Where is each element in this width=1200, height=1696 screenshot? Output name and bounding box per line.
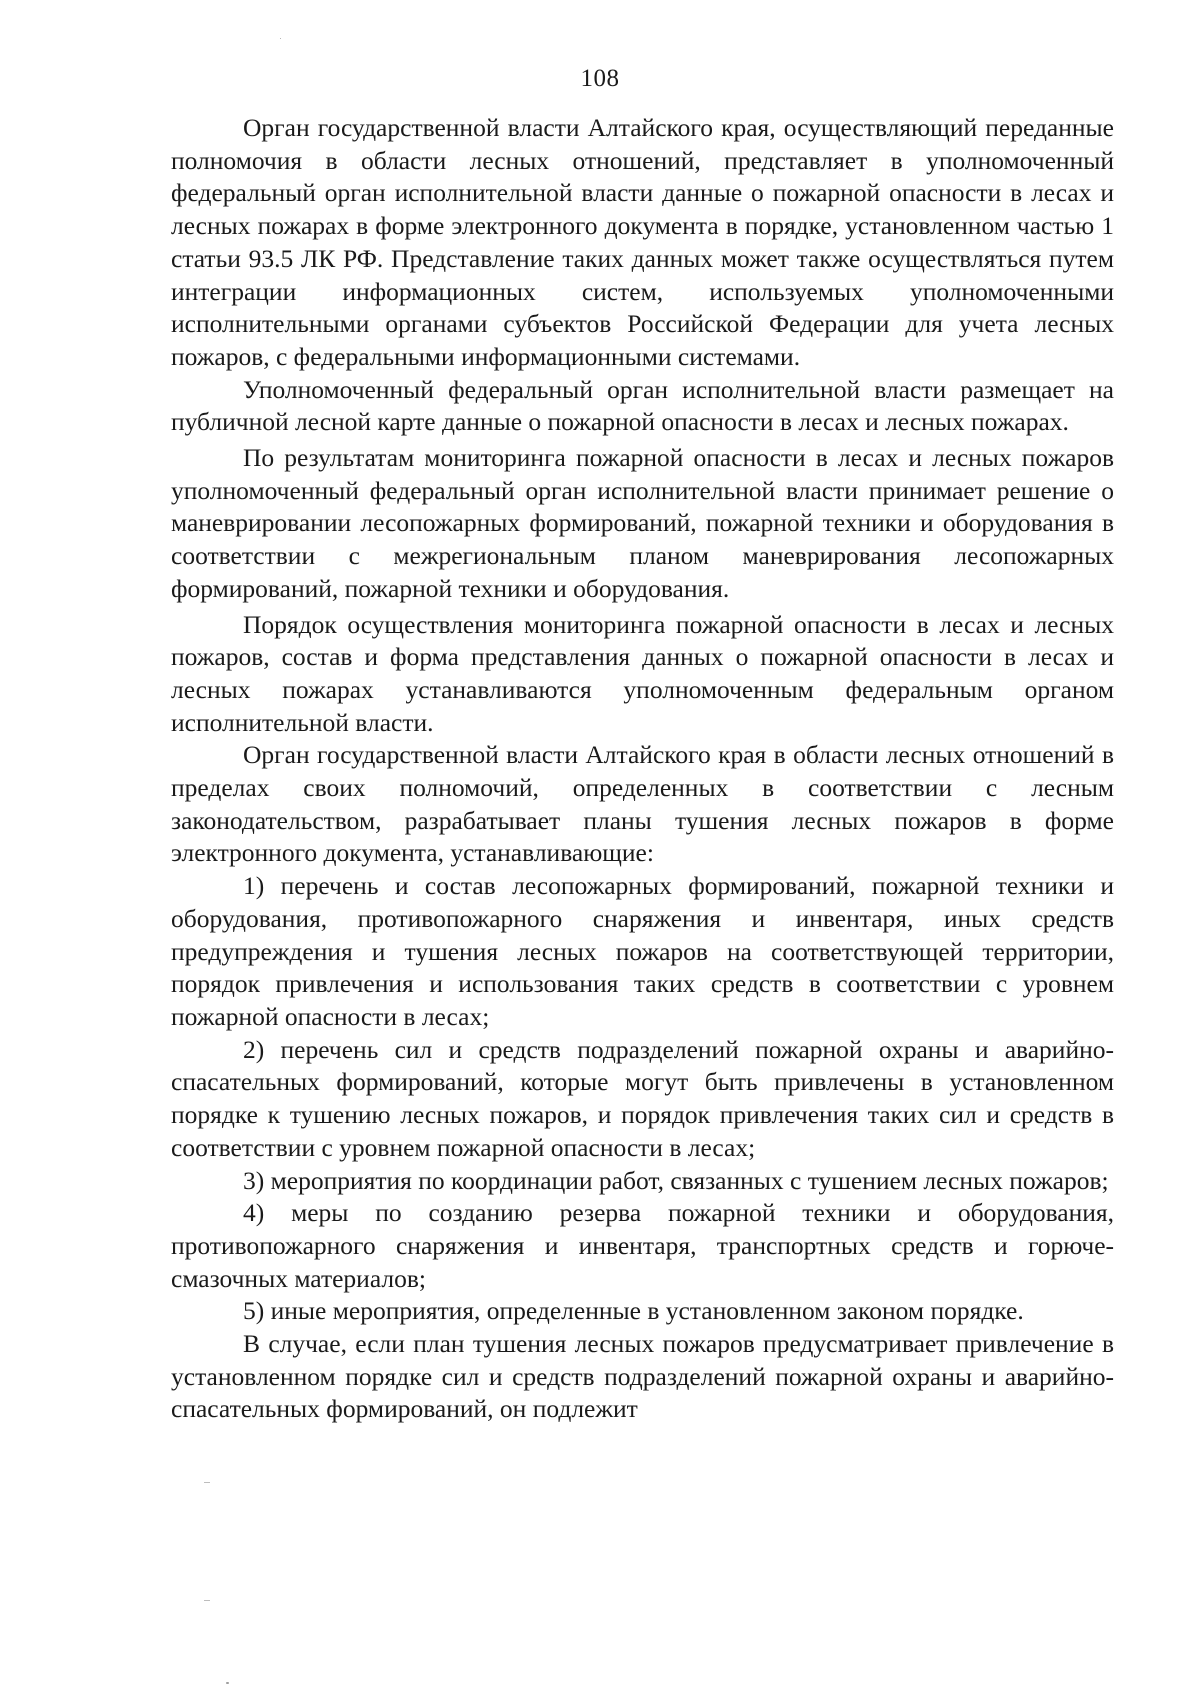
list-item-5: 5) иные мероприятия, определенные в установленном законом порядке. [243, 1296, 1024, 1326]
paragraph-monitoring-procedure: Порядок осуществления мониторинга пожарной опасности в лесах и лесных пожаров, состав и форма представления данных о пожарной опасности в лесах и лесных пожарах устанавливаются уполномоченным федеральным органом исполнительной власти. [171, 609, 1114, 737]
paragraph-extinguishing-plans: Орган государственной власти Алтайского края в области лесных отношений в пределах своих полномочий, определенных в соответствии с лесным законодательством, разрабатывает планы тушения лесных пожаров в форме электронного документа, устанавливающие: [171, 740, 1114, 868]
scan-speck [280, 38, 281, 39]
margin-mark [204, 1600, 210, 1601]
margin-mark [204, 1482, 210, 1483]
page-number: 108 [580, 65, 620, 92]
list-item-1: 1) перечень и состав лесопожарных формирований, пожарной техники и оборудования, противопожарного снаряжения и инвентаря, иных средств предупреждения и тушения лесных пожаров на соответствующей территории, порядок привлечения и использования таких средств в соответствии с уровнем пожарной опасности в лесах; [171, 871, 1114, 1031]
paragraph-plan-approval: В случае, если план тушения лесных пожаров предусматривает привлечение в установленном порядке сил и средств подразделений пожарной охраны и аварийно-спасательных формирований, он подлежит [171, 1329, 1114, 1424]
document-body [171, 112, 1114, 1426]
paragraph-monitoring-results: По результатам мониторинга пожарной опасности в лесах и лесных пожаров уполномоченный федеральный орган исполнительной власти принимает решение о маневрировании лесопожарных формирований, пожарной техники и оборудования в соответствии с межрегиональным планом маневрирования лесопожарных формирований, пожарной техники и оборудования. [171, 443, 1114, 603]
paragraph-public-forest-map: Уполномоченный федеральный орган исполнительной власти размещает на публичной лесной карте данные о пожарной опасности в лесах и лесных пожарах. [171, 374, 1114, 437]
list-item-4: 4) меры по созданию резерва пожарной техники и оборудования, противопожарного снаряжения и инвентаря, транспортных средств и горюче-смазочных материалов; [171, 1198, 1114, 1293]
scan-speck [226, 1682, 229, 1684]
list-item-2: 2) перечень сил и средств подразделений пожарной охраны и аварийно-спасательных формирований, которые могут быть привлечены в установленном порядке к тушению лесных пожаров, и порядок привлечения таких сил и средств в соответствии с уровнем пожарной опасности в лесах; [171, 1034, 1114, 1162]
paragraph-report-data: Орган государственной власти Алтайского края, осуществляющий переданные полномочия в области лесных отношений, представляет в уполномоченный федеральный орган исполнительной власти данные о пожарной опасности в лесах и лесных пожарах в форме электронного документа в порядке, установленном частью 1 статьи 93.5 ЛК РФ. Представление таких данных может также осуществляться путем интеграции информационных систем, используемых уполномоченными исполнительными органами субъектов Российской Федерации для учета лесных пожаров, с федеральными информационными системами. [171, 113, 1114, 371]
list-item-3: 3) мероприятия по координации работ, связанных с тушением лесных пожаров; [243, 1165, 1109, 1195]
